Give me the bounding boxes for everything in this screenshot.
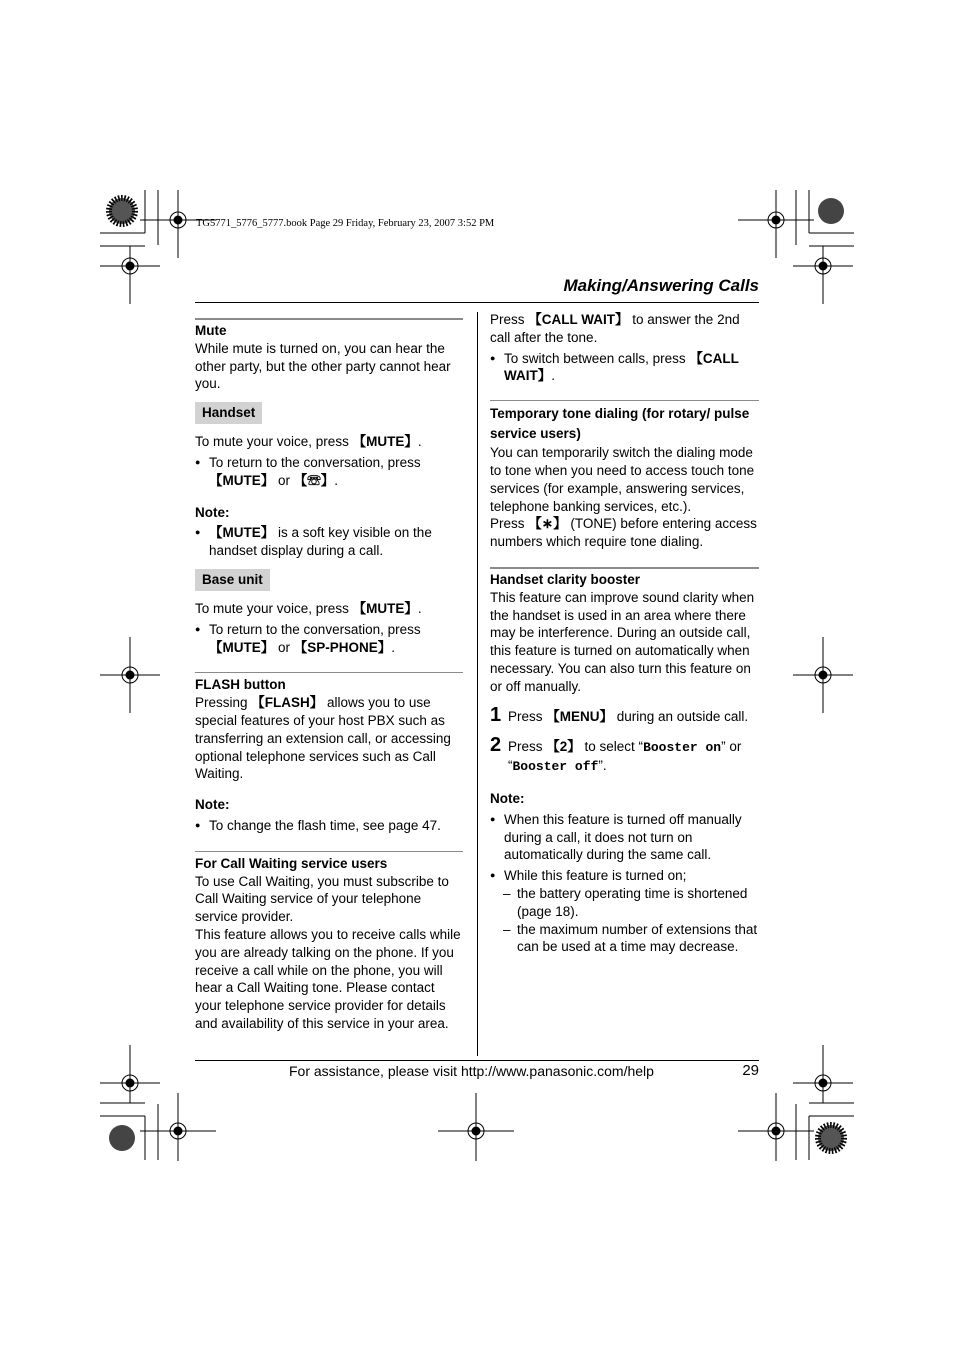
flash-key: 【FLASH】 [251,695,324,711]
clarity-dash-item-2: – the maximum number of extensions that can be used at a time may decrease. [490,921,759,957]
flash-body: Pressing 【FLASH】 allows you to use special features of your host PBX such as transferring an extension call, or accessing optional telephone services such as Call Waiting. [195,695,451,782]
clarity-note-bullet-1: ● When this feature is turned off manually during a call, it does not turn on automatically during the same call. [490,811,759,864]
mute-key: 【MUTE】 [209,525,275,541]
section-rule [195,851,463,852]
call-wait-press-line: Press 【CALL WAIT】 to answer the 2nd call after the tone. [490,312,740,345]
call-waiting-body-2: This feature allows you to receive calls while you are already talking on the phone. If you receive a call while on the phone, you will hear a Call Waiting tone. Please contact your telephone service provider for details and availability of this service in your area. [195,926,461,1031]
page-number: 29 [742,1062,759,1079]
handset-note-heading: Note: [195,504,230,520]
handset-label: Handset [195,402,262,424]
booster-on-option: Booster on [643,740,722,756]
flash-note-heading: Note: [195,797,230,813]
clarity-heading: Handset clarity booster [490,571,641,587]
mute-heading: Mute [195,323,227,338]
section-rule [490,400,759,401]
section-rule [490,567,759,569]
tone-press-line: Press 【∗】 (TONE) before entering access numbers which require tone dialing. [490,516,757,550]
mute-key: 【MUTE】 [352,600,418,616]
column-divider [477,312,478,1056]
star-key-icon: 【∗】 [528,516,567,532]
handset-mute-line: To mute your voice, press 【MUTE】. [195,434,422,450]
flash-note-bullet: ● To change the flash time, see page 47. [195,817,463,835]
talk-key-icon: 【☏】 [293,472,335,488]
clarity-body: This feature can improve sound clarity when the handset is used in an area where there may be interference. During an outside call, this feature is turned on automatically when necessary. You can also turn this feature on or off manually. [490,589,755,694]
step-2: 2 Press 【2】 to select “Booster on” or “Booster off”. [490,734,742,775]
tone-dialing-heading: Temporary tone dialing (for rotary/ pulse service users) [490,406,750,442]
handset-return-bullet: ● To return to the conversation, press 【MUTE】 or 【☏】. [195,454,463,490]
menu-key: 【MENU】 [546,708,614,724]
mute-key: 【MUTE】 [352,434,418,450]
clarity-note-heading: Note: [490,790,525,806]
step-number: 2 [490,734,502,757]
header-rule [195,302,759,303]
handset-note-bullet: ● 【MUTE】 is a soft key visible on the handset display during a call. [195,524,463,560]
flash-heading: FLASH button [195,677,286,693]
section-rule [195,318,463,320]
call-waiting-heading: For Call Waiting service users [195,855,388,871]
call-waiting-body-1: To use Call Waiting, you must subscribe to Call Waiting service of your telephone service provider. [195,873,449,925]
step-1: 1 Press 【MENU】 during an outside call. [490,703,749,726]
call-wait-key: 【CALL WAIT】 [528,312,629,327]
mute-key: 【MUTE】 [209,472,275,488]
clarity-dash-item-1: – the battery operating time is shortened (page 18). [490,885,759,921]
booster-off-option: Booster off [512,759,599,775]
two-key: 【2】 [546,739,581,755]
assistance-text: For assistance, please visit http://www.panasonic.com/help [289,1063,654,1079]
right-column [490,311,759,956]
base-unit-label: Base unit [195,569,270,591]
print-info: TG5771_5776_5777.book Page 29 Friday, February 23, 2007 3:52 PM [196,218,495,229]
page-title: Making/Answering Calls [563,276,759,295]
tone-dialing-body: You can temporarily switch the dialing mode to tone when you need to access touch tone services (for example, answering services, telephone banking services, etc.). [490,445,755,514]
footer-rule [195,1060,759,1061]
clarity-note-bullet-2: ● While this feature is turned on; [490,867,759,885]
call-wait-switch-bullet: ● To switch between calls, press 【CALL WAIT】. [490,350,759,386]
base-mute-line: To mute your voice, press 【MUTE】. [195,600,422,616]
mute-key: 【MUTE】 [209,639,275,655]
mute-body: While mute is turned on, you can hear the other party, but the other party cannot hear you. [195,340,451,392]
base-return-bullet: ● To return to the conversation, press 【MUTE】 or 【SP-PHONE】. [195,621,463,657]
call-wait-key: 【CALL WAIT】 [504,350,739,384]
sp-phone-key: 【SP-PHONE】 [293,639,392,655]
step-number: 1 [490,703,502,726]
section-rule [195,672,463,673]
left-column [195,312,463,1033]
